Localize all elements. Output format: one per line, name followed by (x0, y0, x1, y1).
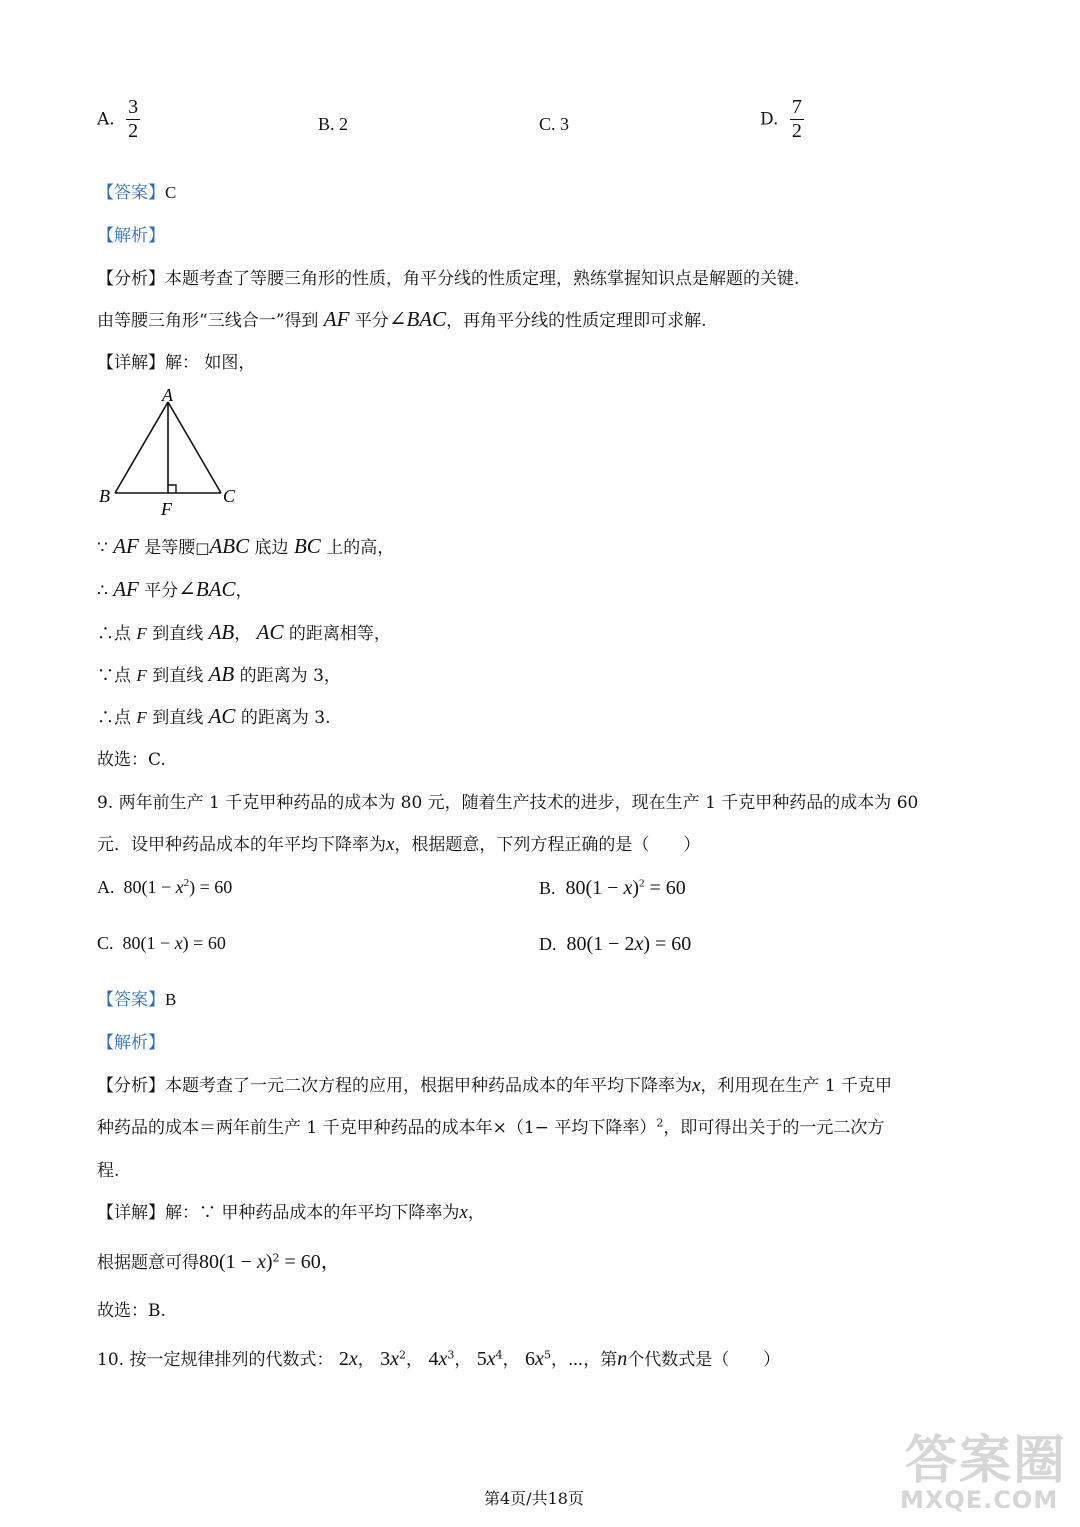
vertex-c-label: C (223, 486, 236, 506)
q9-stem-line2: 元．设甲种药品成本的年平均下降率为x，根据题意，下列方程正确的是（ ） (97, 834, 701, 855)
proof-step-5: ∴点 F 到直线 AC 的距离为 3. (97, 704, 331, 728)
q10-stem: 10. 按一定规律排列的代数式： 2x， $3x^2$， $4x^3$， $5x^4$， $6x^5$，⋯，第n个代数式是（ ） (97, 1348, 781, 1370)
side-ab (115, 402, 168, 493)
q8-option-b: B. 2 (318, 114, 349, 134)
q9-stem-line1: 9. 两年前生产 1 千克甲种药品的成本为 80 元，随着生产技术的进步，现在生产 1 千克甲种药品的成本为 60 (97, 793, 919, 813)
vertex-b-label: B (99, 486, 110, 506)
vertex-a-label: A (162, 385, 173, 405)
q9-option-b: B. $80(1 - x)^2 = 60$ (539, 877, 686, 899)
q9-answer: 【答案】B (97, 990, 177, 1010)
right-angle-mark (168, 485, 176, 493)
option-label: D. (760, 109, 779, 130)
q8-fenxi-line2: 由等腰三角形“三线合一”得到 AF 平分∠BAC，再角平分线的性质定理即可求解. (97, 307, 707, 331)
q9-fenxi-line2: 种药品的成本＝两年前生产 1 千克甲种药品的成本年×（1− 平均下降率）$^2$，即可得出关于的一元二次方 (97, 1116, 885, 1138)
q8-answer: 【答案】C (97, 183, 177, 203)
proof-step-3: ∴点 F 到直线 AB， AC 的距离相等， (97, 620, 391, 644)
watermark-logo: 答案圈 (905, 1431, 1068, 1491)
point-f-label: F (161, 499, 172, 519)
fraction: $\frac{3}{2}$ (128, 96, 139, 142)
proof-step-4: ∵点 F 到直线 AB 的距离为 3， (97, 662, 341, 686)
proof-step-2: ∴ AF 平分∠BAC， (97, 577, 253, 601)
q9-option-a: A. $80(1 - x^2) = 60$ (97, 877, 233, 897)
q9-option-c: C. 80(1 − x) = 60 (97, 933, 226, 953)
page-footer: 第4页/共18页 (484, 1489, 584, 1508)
q8-analysis-tag: 【解析】 (97, 226, 165, 246)
q8-detail: 【详解】解： 如图， (97, 353, 256, 373)
side-ac (168, 402, 221, 493)
q9-detail: 【详解】解：∵ 甲种药品成本的年平均下降率为x， (97, 1202, 485, 1223)
q9-fenxi-line1: 【分析】本题考查了一元二次方程的应用，根据甲种药品成本的年平均下降率为x，利用现在生产 1 千克甲 (97, 1075, 893, 1096)
option-label: A. (97, 109, 115, 130)
proof-step-1: ∵ AF 是等腰□ABC 底边 BC 上的高， (97, 534, 395, 558)
q9-option-d: D. 80(1 − 2x) = 60 (539, 933, 692, 955)
q9-choose: 故选：B. (97, 1301, 166, 1321)
q8-option-a (97, 96, 140, 143)
q9-fenxi-line3: 程. (97, 1161, 120, 1181)
q8-option-c: C. 3 (539, 114, 570, 134)
q9-equation: 根据题意可得$80(1 - x)^2 = 60$， (97, 1251, 341, 1273)
q8-option-d (760, 96, 804, 143)
triangle-figure (95, 385, 255, 520)
q8-fenxi: 【分析】本题考查了等腰三角形的性质，角平分线的性质定理，熟练掌握知识点是解题的关键. (97, 269, 800, 289)
watermark-url: MXQE.COM (900, 1486, 1059, 1514)
fraction: $\frac{7}{2}$ (791, 96, 802, 142)
q8-choose: 故选：C. (97, 750, 166, 770)
q9-analysis-tag: 【解析】 (97, 1033, 165, 1053)
